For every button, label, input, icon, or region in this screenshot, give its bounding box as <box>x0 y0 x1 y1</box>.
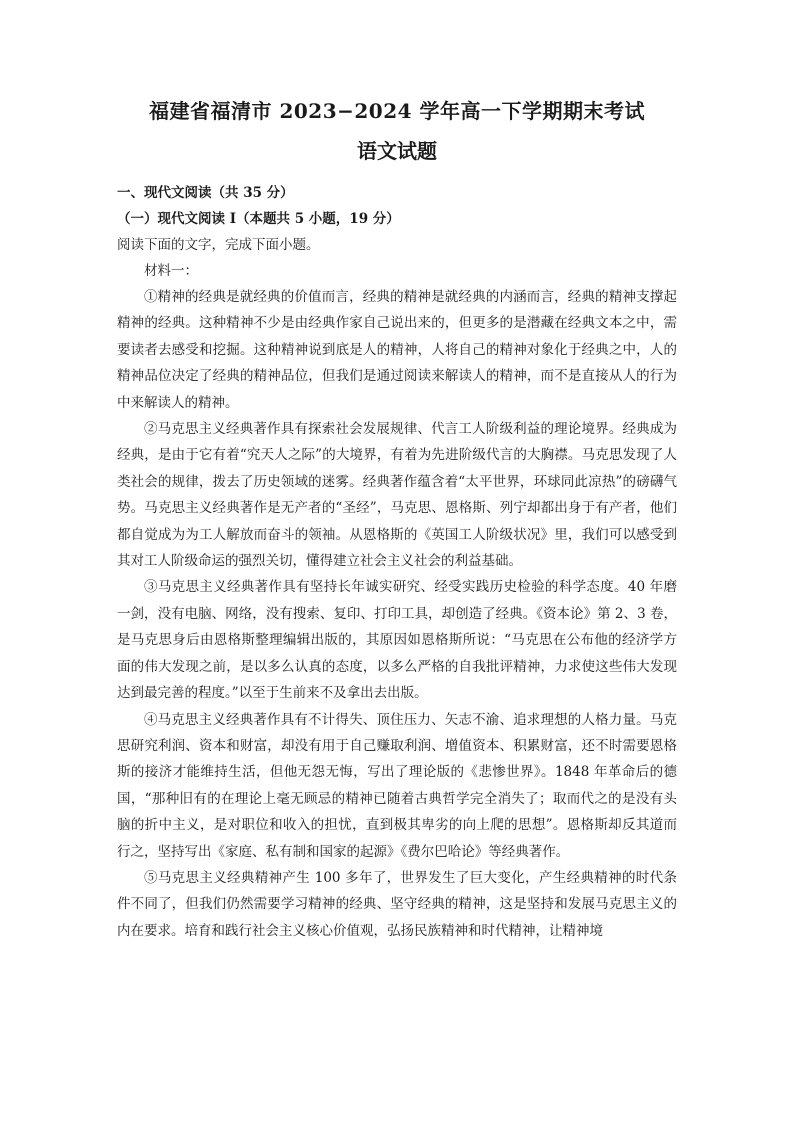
document-title: 福建省福清市 2023−2024 学年高一下学期期末考试 <box>148 99 645 123</box>
document-page <box>117 96 677 944</box>
material-label: 材料一： <box>144 263 198 279</box>
paragraph-1: ①精神的经典是就经典的价值而言，经典的精神是就经典的内涵而言，经典的精神支撑起精神的经典。这种精神不少是由经典作家自己说出来的，但更多的是潜藏在经典文本之中，需要读者去感受和挖掘。这种精神说到底是人的精神，人将自己的精神对象化于经典之中，人的精神品位决定了经典的精神品位，但我们是通过阅读来解读人的精神，而不是直接从人的行为中来解读人的精神。 <box>117 289 677 411</box>
paragraph-4: ④马克思主义经典著作具有不计得失、顶住压力、矢志不渝、追求理想的人格力量。马克思研究利润、资本和财富，却没有用于自己赚取利润、增值资本、积累财富，还不时需要恩格斯的接济才能维持生活，但他无怨无悔，写出了理论版的《悲惨世界》。1848 年革命后的德国，“那种旧有的在理论上毫无顾忌的精神已随着古典哲学完全消失了；取而代之的是没有头脑的折中主义，是对职位和收入的担忧，直到极其卑劣的向上爬的思想”。恩格斯却反其道而行之，坚持写出《家庭、私有制和国家的起源》《费尔巴哈论》等经典著作。 <box>117 711 677 860</box>
paragraph-5: ⑤马克思主义经典精神产生 100 多年了，世界发生了巨大变化，产生经典精神的时代条件不同了，但我们仍然需要学习精神的经典、坚守经典的精神，这是坚持和发展马克思主义的内在要求。培育和践行社会主义核心价值观，弘扬民族精神和时代精神，让精神境 <box>117 869 677 939</box>
paragraph-2: ②马克思主义经典著作具有探索社会发展规律、代言工人阶级利益的理论境界。经典成为经典，是由于它有着“究天人之际”的大境界，有着为先进阶级代言的大胸襟。马克思发现了人类社会的规律，拨去了历史领域的迷雾。经典著作蕴含着“太平世界，环球同此凉热”的磅礴气势。马克思主义经典著作是无产者的“圣经”，马克思、恩格斯、列宁却都出身于有产者，他们都自觉成为为工人解放而奋斗的领袖。从恩格斯的《英国工人阶级状况》里，我们可以感受到其对工人阶级命运的强烈关切，懂得建立社会主义社会的利益基础。 <box>117 421 677 570</box>
document-subtitle: 语文试题 <box>357 139 437 163</box>
instruction-text: 阅读下面的文字，完成下面小题。 <box>117 237 320 253</box>
subsection-heading: （一）现代文阅读 I（本题共 5 小题，19 分） <box>117 211 400 227</box>
section-heading: 一、现代文阅读（共 35 分） <box>117 185 294 201</box>
paragraph-3: ③马克思主义经典著作具有坚持长年诚实研究、经受实践历史检验的科学态度。40 年磨一剑，没有电脑、网络，没有搜索、复印、打印工具，却创造了经典。《资本论》第 2、3 卷，是马克思身后由恩格斯整理编辑出版的，其原因如恩格斯所说：“马克思在公布他的经济学方面的伟大发现之前，是以多么认真的态度，以多么严格的自我批评精神，力求使这些伟大发现达到最完善的程度。”以至于生前来不及拿出去出版。 <box>117 579 677 702</box>
